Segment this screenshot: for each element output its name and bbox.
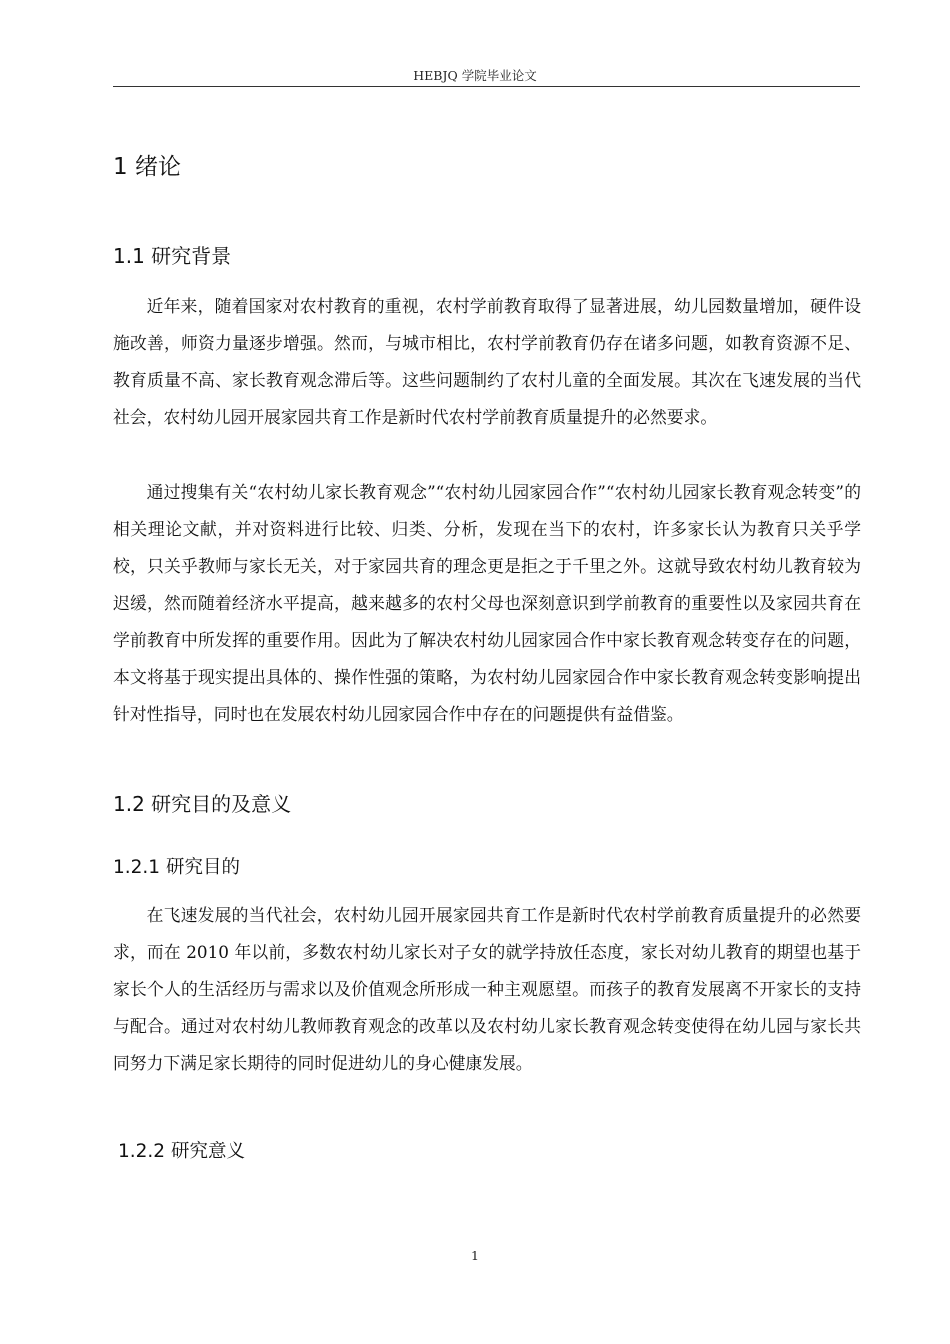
subsection-title-purpose: 1.2.1 研究目的 (113, 857, 240, 878)
paragraph-background-1: 近年来，随着国家对农村教育的重视，农村学前教育取得了显著进展，幼儿园数量增加，硬件设施改善，师资力量逐步增强。然而，与城市相比，农村学前教育仍存在诸多问题，如教育资源不足、教育质量不高、家长教育观念滞后等。这些问题制约了农村儿童的全面发展。其次在飞速发展的当代社会，农村幼儿园开展家园共育工作是新时代农村学前教育质量提升的必然要求。 (113, 296, 861, 427)
section-title-purpose: 1.2 研究目的及意义 (113, 792, 292, 816)
paragraph-purpose-1: 在飞速发展的当代社会，农村幼儿园开展家园共育工作是新时代农村学前教育质量提升的必然要求，而在 2010 年以前，多数农村幼儿家长对子女的就学持放任态度，家长对幼儿教育的期望也基于家长个人的生活经历与需求以及价值观念所形成一种主观愿望。而孩子的教育发展离不开家长的支持与配合。通过对农村幼儿教师教育观念的改革以及农村幼儿家长教育观念转变使得在幼儿园与家长共同努力下满足家长期待的同时促进幼儿的身心健康发展。 (113, 905, 861, 1073)
paragraph-background-2: 通过搜集有关“农村幼儿家长教育观念”“农村幼儿园家园合作”“农村幼儿园家长教育观念转变”的相关理论文献，并对资料进行比较、归类、分析，发现在当下的农村，许多家长认为教育只关乎学校，只关乎教师与家长无关，对于家园共育的理念更是拒之于千里之外。这就导致农村幼儿教育较为迟缓，然而随着经济水平提高，越来越多的农村父母也深刻意识到学前教育的重要性以及家园共育在学前教育中所发挥的重要作用。因此为了解决农村幼儿园家园合作中家长教育观念转变存在的问题，本文将基于现实提出具体的、操作性强的策略，为农村幼儿园家园合作中家长教育观念转变影响提出针对性指导，同时也在发展农村幼儿园家园合作中存在的问题提供有益借鉴。 (113, 482, 861, 724)
page-number: 1 (471, 1248, 479, 1263)
section-title-background: 1.1 研究背景 (113, 244, 232, 268)
running-header: HEBJQ 学院毕业论文 (413, 68, 537, 83)
chapter-title: 1 绪论 (113, 154, 181, 180)
header-divider (113, 86, 860, 87)
subsection-title-significance: 1.2.2 研究意义 (118, 1141, 245, 1162)
